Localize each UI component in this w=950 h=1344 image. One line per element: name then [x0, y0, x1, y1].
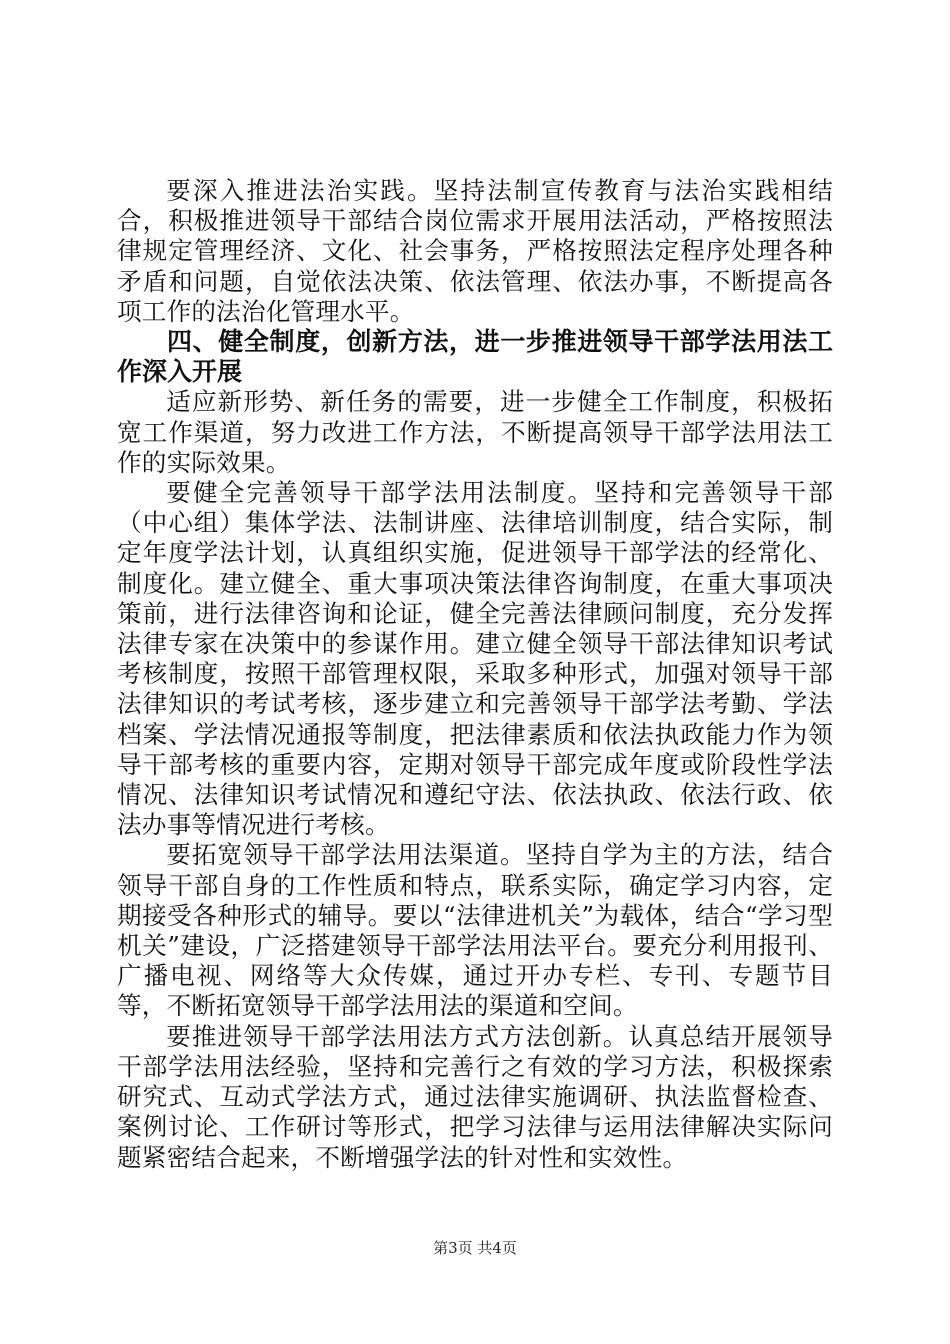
paragraph-rule-of-law-practice: 要深入推进法治实践。坚持法制宣传教育与法治实践相结合，积极推进领导干部结合岗位需求开展用法活动，严格按照法律规定管理经济、文化、社会事务，严格按照法定程序处理各种矛盾和问题，自觉依法决策、依法管理、依法办事，不断提高各项工作的法治化管理水平。 [117, 176, 833, 326]
section-heading-four: 四、健全制度，创新方法，进一步推进领导干部学法用法工作深入开展 [117, 327, 833, 387]
page-footer: 第3页 共4页 [433, 1239, 517, 1257]
paragraph-innovate-methods: 要推进领导干部学法用法方式方法创新。认真总结开展领导干部学法用法经验，坚持和完善行之有效的学习方法，积极探索研究式、互动式学法方式，通过法律实施调研、执法监督检查、案例讨论、工作研讨等形式，把学习法律与运用法律解决实际问题紧密结合起来，不断增强学法的针对性和实效性。 [117, 1021, 833, 1172]
paragraph-improve-system: 要健全完善领导干部学法用法制度。坚持和完善领导干部（中心组）集体学法、法制讲座、法律培训制度，结合实际，制定年度学法计划，认真组织实施，促进领导干部学法的经常化、制度化。建立健全、重大事项决策法律咨询制度，在重大事项决策前，进行法律咨询和论证，健全完善法律顾问制度，充分发挥法律专家在决策中的参谋作用。建立健全领导干部法律知识考试考核制度，按照干部管理权限，采取多种形式，加强对领导干部法律知识的考试考核，逐步建立和完善领导干部学法考勤、学法档案、学法情况通报等制度，把法律素质和依法执政能力作为领导干部考核的重要内容，定期对领导干部完成年度或阶段性学法情况、法律知识考试情况和遵纪守法、依法执政、依法行政、依法办事等情况进行考核。 [117, 478, 833, 840]
paragraph-adapt-new-situation: 适应新形势、新任务的需要，进一步健全工作制度，积极拓宽工作渠道，努力改进工作方法，不断提高领导干部学法用法工作的实际效果。 [117, 387, 833, 477]
document-body [117, 176, 833, 1173]
paragraph-broaden-channels: 要拓宽领导干部学法用法渠道。坚持自学为主的方法，结合领导干部自身的工作性质和特点，联系实际，确定学习内容，定期接受各种形式的辅导。要以“法律进机关”为载体，结合“学习型机关”建设，广泛搭建领导干部学法用法平台。要充分利用报刊、广播电视、网络等大众传媒，通过开办专栏、专刊、专题节目等，不断拓宽领导干部学法用法的渠道和空间。 [117, 840, 833, 1021]
